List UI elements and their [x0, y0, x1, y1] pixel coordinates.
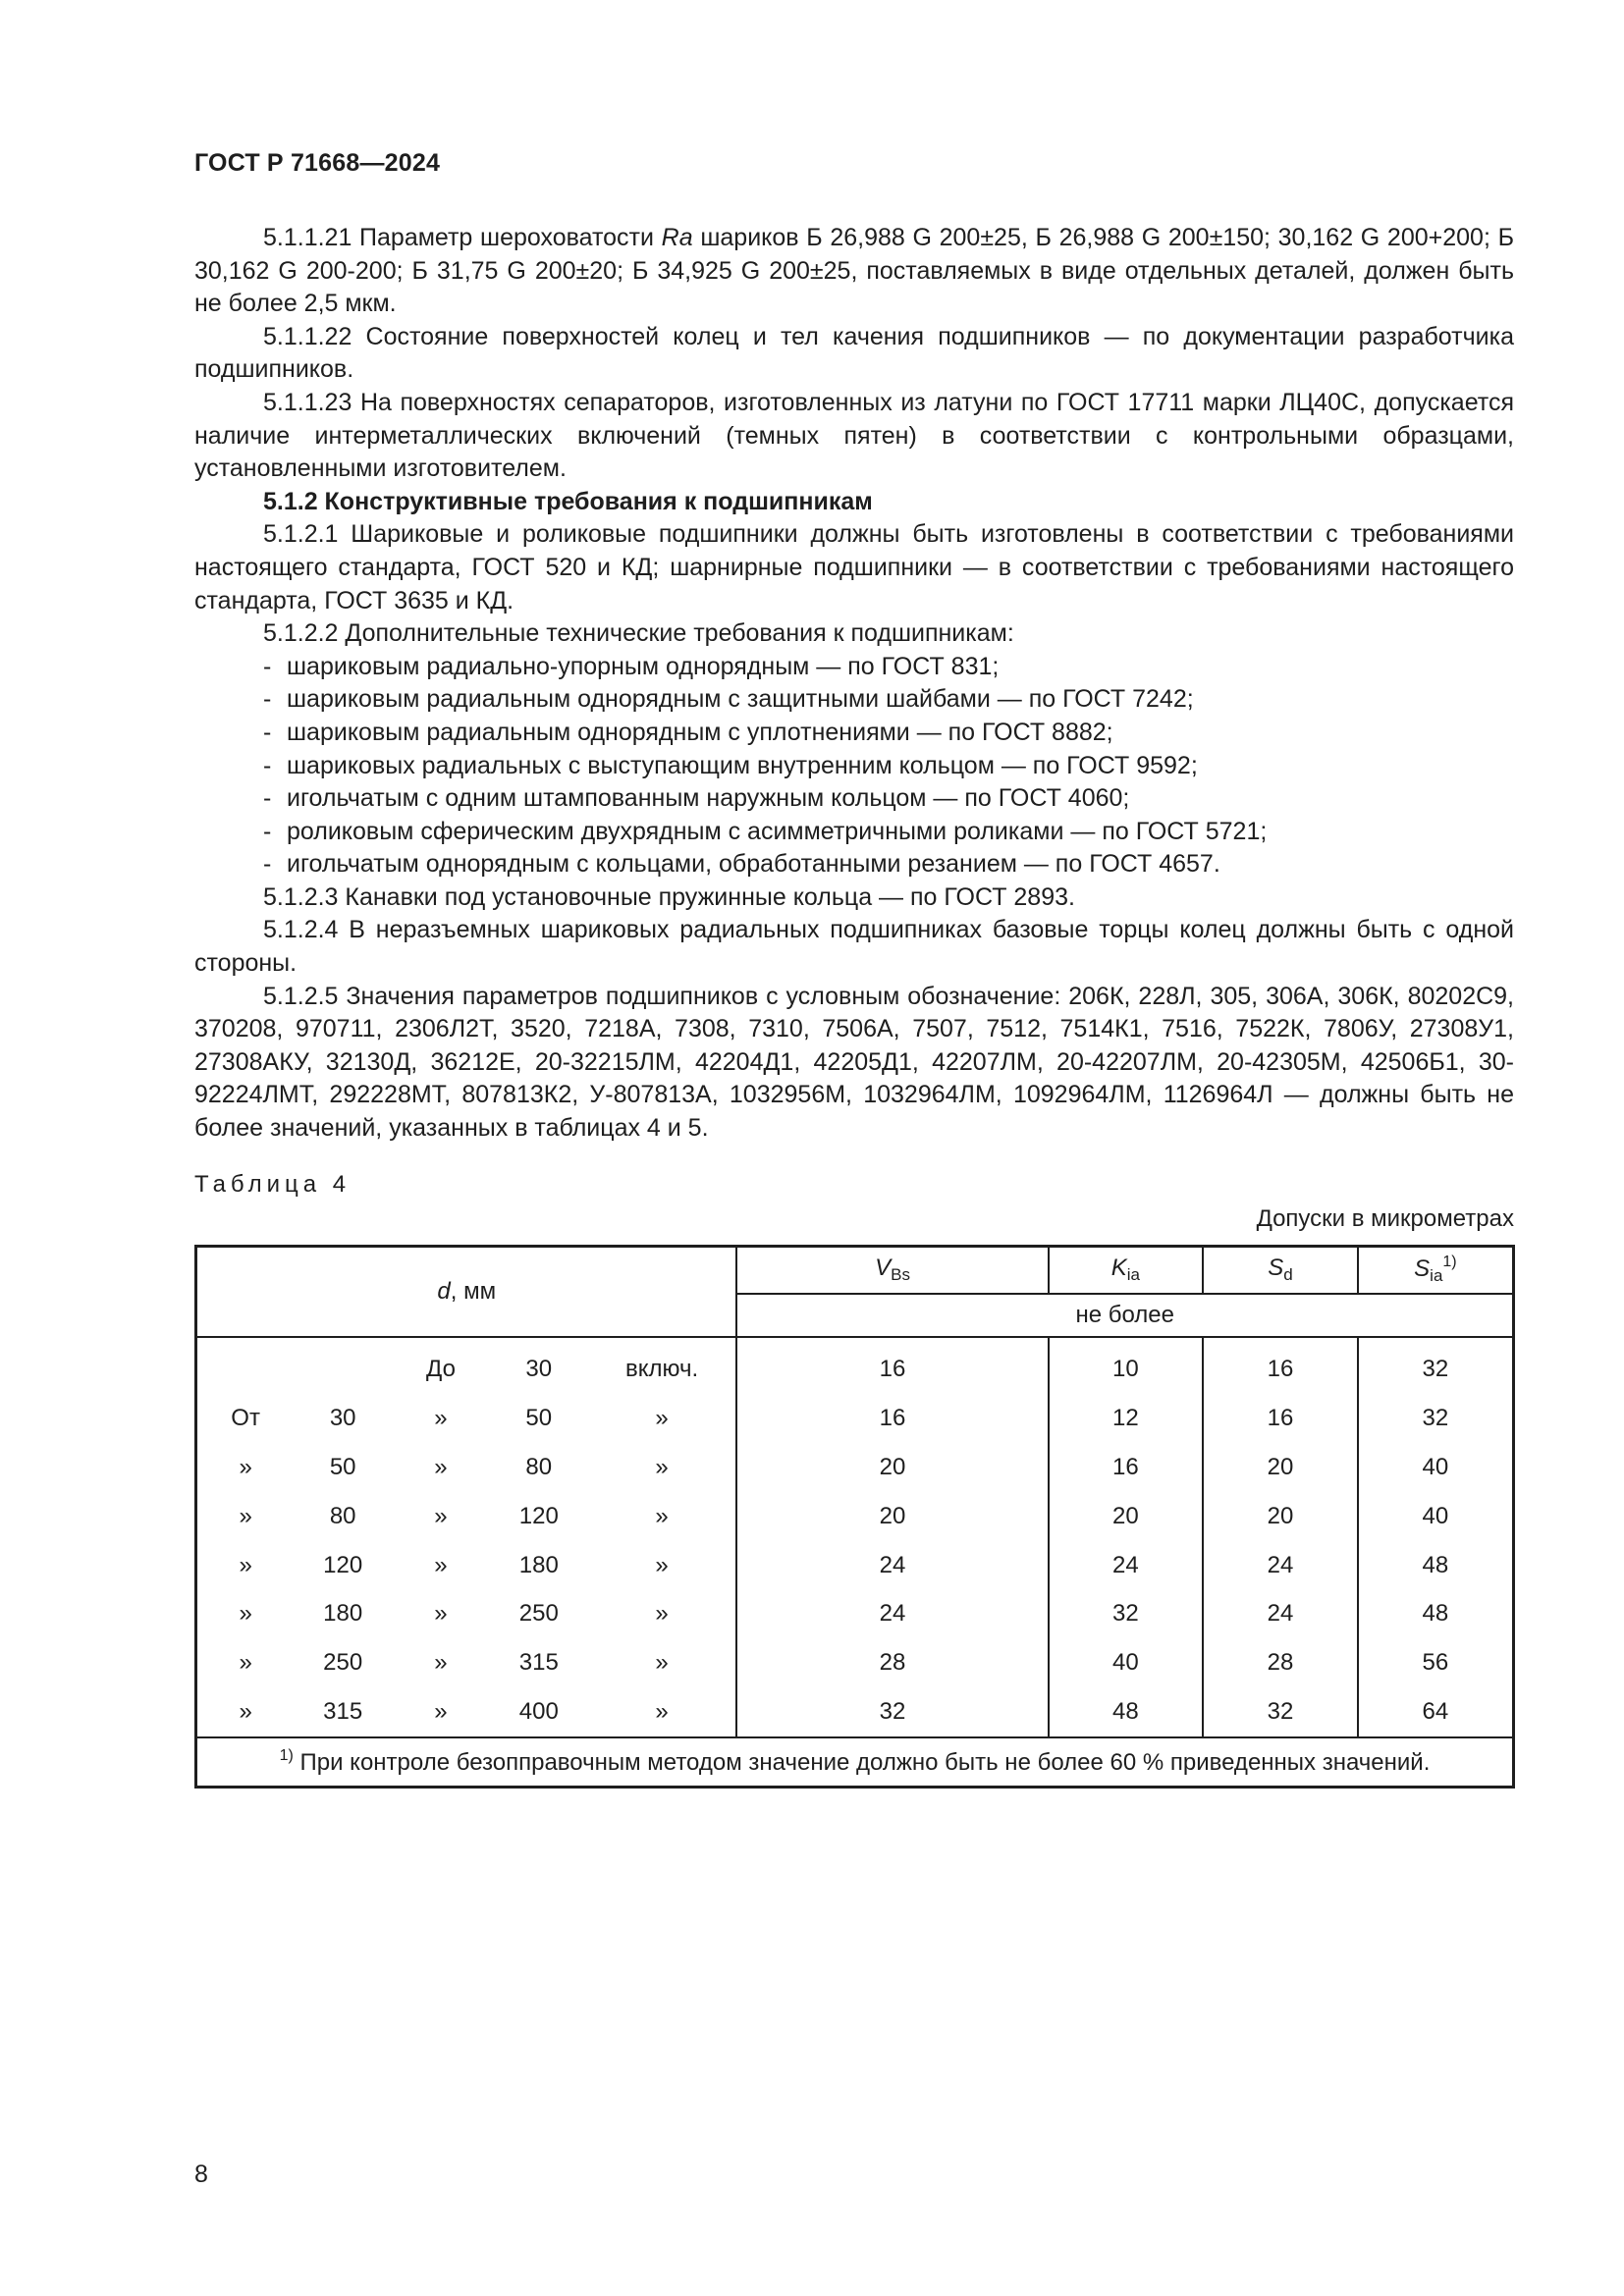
- col-header-sd: $S_d$: [1203, 1247, 1358, 1294]
- value-vbs: 28: [736, 1638, 1048, 1687]
- table-row: [196, 1337, 1514, 1395]
- range-incl-label: »: [655, 1551, 669, 1578]
- range-to-label: »: [434, 1405, 448, 1432]
- range-incl-label: »: [655, 1502, 669, 1529]
- list-item: - шариковым радиальным однорядным с защитными шайбами — по ГОСТ 7242;: [194, 683, 1514, 717]
- value-kia: 16: [1049, 1443, 1204, 1492]
- range-from-value: 50: [329, 1453, 356, 1480]
- col-header-kia: $K_{ia}$: [1049, 1247, 1204, 1294]
- value-vbs: 32: [736, 1687, 1048, 1737]
- range-from-value: 120: [323, 1551, 363, 1578]
- table-row: [196, 1638, 1514, 1687]
- subheader-max: не более: [736, 1294, 1513, 1337]
- range-from-value: 80: [329, 1502, 356, 1529]
- value-sd: 16: [1203, 1394, 1358, 1443]
- paragraph-5-1-2-1: 5.1.2.1 Шариковые и роликовые подшипники должны быть изготовлены в соответствии с требованиями настоящего стандарта, ГОСТ 520 и КД; шарнирные подшипники — в соответствии с требованиями настоящего стандарта, ГОСТ 3635 и КД.: [194, 520, 1514, 614]
- page-number: 8: [194, 2161, 208, 2188]
- ra-symbol: Ra: [661, 224, 693, 251]
- list-item: - роликовым сферическим двухрядным с асимметричными роликами — по ГОСТ 5721;: [194, 816, 1514, 849]
- table-row: [196, 1589, 1514, 1638]
- list-item: - игольчатым однорядным с кольцами, обработанными резанием — по ГОСТ 4657.: [194, 848, 1514, 881]
- range-from-label: »: [239, 1600, 252, 1628]
- d-header: d, мм: [196, 1247, 737, 1337]
- table-row: [196, 1492, 1514, 1541]
- requirements-list: [194, 651, 1514, 881]
- value-sd: 24: [1203, 1541, 1358, 1590]
- table-body: [196, 1337, 1514, 1737]
- value-vbs: 16: [736, 1394, 1048, 1443]
- list-item: - шариковым радиальным однорядным с уплотнениями — по ГОСТ 8882;: [194, 717, 1514, 750]
- paragraph-5-1-1-22: 5.1.1.22 Состояние поверхностей колец и тел качения подшипников — по документации разработчика подшипников.: [194, 322, 1514, 384]
- range-to-label: »: [434, 1600, 448, 1628]
- value-kia: 48: [1049, 1687, 1204, 1737]
- range-to-label: »: [434, 1649, 448, 1677]
- range-to-label: »: [434, 1551, 448, 1578]
- table-row: [196, 1443, 1514, 1492]
- range-to-value: 250: [518, 1600, 559, 1628]
- section-heading-5-1-2: 5.1.2 Конструктивные требования к подшипникам: [263, 487, 873, 515]
- value-sia: 32: [1358, 1394, 1514, 1443]
- range-to-value: 30: [525, 1356, 553, 1383]
- range-from-label: От: [231, 1405, 260, 1432]
- value-kia: 12: [1049, 1394, 1204, 1443]
- range-incl-label: »: [655, 1453, 669, 1480]
- table-footnote: $^{1)}$ При контроле безопправочным методом значение должно быть не более 60 % приведенных значений.: [196, 1737, 1514, 1788]
- paragraph-5-1-1-23: 5.1.1.23 На поверхностях сепараторов, изготовленных из латуни по ГОСТ 17711 марки ЛЦ40С, допускается наличие интерметаллических включений (темных пятен) в соответствии с контрольными образцами, установленными изготовителем.: [194, 388, 1514, 483]
- paragraph-5-1-2-2: 5.1.2.2 Дополнительные технические требования к подшипникам:: [263, 619, 1014, 648]
- range-incl-label: »: [655, 1405, 669, 1432]
- range-from-value: [294, 1337, 392, 1395]
- range-from-label: »: [239, 1697, 252, 1725]
- col-header-sia: $S_{ia}^{1)}$: [1358, 1247, 1514, 1294]
- range-to-label: »: [434, 1453, 448, 1480]
- tolerance-table: [194, 1245, 1515, 1789]
- value-sia: 32: [1358, 1337, 1514, 1395]
- table-row: [196, 1541, 1514, 1590]
- value-sia: 40: [1358, 1443, 1514, 1492]
- range-incl-label: »: [655, 1649, 669, 1677]
- value-kia: 40: [1049, 1638, 1204, 1687]
- range-incl-label: включ.: [624, 1356, 699, 1383]
- range-to-label: »: [434, 1502, 448, 1529]
- range-from-value: 180: [323, 1600, 363, 1628]
- range-from-value: 30: [329, 1405, 356, 1432]
- col-header-vbs: $V_{Bs}$: [736, 1247, 1048, 1294]
- value-kia: 20: [1049, 1492, 1204, 1541]
- value-sd: 24: [1203, 1589, 1358, 1638]
- value-sd: 20: [1203, 1443, 1358, 1492]
- value-vbs: 20: [736, 1492, 1048, 1541]
- range-from-value: 315: [323, 1697, 363, 1725]
- value-sia: 48: [1358, 1541, 1514, 1590]
- table-row: [196, 1394, 1514, 1443]
- list-item: - шариковых радиальных с выступающим внутренним кольцом — по ГОСТ 9592;: [194, 750, 1514, 783]
- value-sd: 32: [1203, 1687, 1358, 1737]
- value-sd: 28: [1203, 1638, 1358, 1687]
- document-header: ГОСТ Р 71668—2024: [194, 149, 441, 177]
- paragraph-5-1-2-4: 5.1.2.4 В неразъемных шариковых радиальных подшипниках базовые торцы колец должны быть с одной стороны.: [194, 916, 1514, 978]
- table-units: Допуски в микрометрах: [1256, 1205, 1514, 1232]
- value-vbs: 24: [736, 1541, 1048, 1590]
- table-caption: Таблица 4: [194, 1171, 352, 1198]
- range-from-label: »: [239, 1551, 252, 1578]
- value-sd: 16: [1203, 1337, 1358, 1395]
- range-from-value: 250: [323, 1649, 363, 1677]
- value-kia: 24: [1049, 1541, 1204, 1590]
- value-vbs: 16: [736, 1337, 1048, 1395]
- value-sd: 20: [1203, 1492, 1358, 1541]
- paragraph-5-1-2-5: 5.1.2.5 Значения параметров подшипников с условным обозначение: 206К, 228Л, 305, 306А, 306К, 80202С9, 370208, 970711, 2306Л2Т, 3520, 7218А, 7308, 7310, 7506А, 7507, 7512, 7514К1, 7516, 7522К, 7806У, 27308У1, 27308АКУ, 32130Д, 36212Е, 20-32215ЛМ, 42204Д1, 42205Д1, 42207ЛМ, 20-42207ЛМ, 20-42305М, 42506Б1, 30-92224ЛМТ, 292228МТ, 807813К2, У-807813А, 1032956М, 1032964ЛМ, 1092964ЛМ, 1126964Л — должны быть не более значений, указанных в таблицах 4 и 5.: [194, 982, 1514, 1143]
- range-incl-label: »: [655, 1600, 669, 1628]
- paragraph-5-1-2-3: 5.1.2.3 Канавки под установочные пружинные кольца — по ГОСТ 2893.: [263, 882, 1075, 911]
- range-to-label: »: [434, 1697, 448, 1725]
- range-to-value: 80: [525, 1453, 553, 1480]
- range-from-label: »: [239, 1649, 252, 1677]
- list-item: - игольчатым с одним штампованным наружным кольцом — по ГОСТ 4060;: [194, 782, 1514, 816]
- paragraph-5-1-1-21: 5.1.1.21 Параметр шероховатости Ra шариков Б 26,988 G 200±25, Б 26,988 G 200±150; 30,162 G 200+200; Б 30,162 G 200-200; Б 31,75 G 200±20; Б 34,925 G 200±25, поставляемых в виде отдельных деталей, должен быть не более 2,5 мкм.: [194, 224, 1514, 318]
- range-to-value: 315: [518, 1649, 559, 1677]
- body-text: [194, 222, 1514, 1146]
- range-from-label: [196, 1337, 295, 1395]
- value-vbs: 24: [736, 1589, 1048, 1638]
- value-sia: 56: [1358, 1638, 1514, 1687]
- range-to-value: 120: [518, 1502, 559, 1529]
- value-sia: 48: [1358, 1589, 1514, 1638]
- value-vbs: 20: [736, 1443, 1048, 1492]
- value-kia: 10: [1049, 1337, 1204, 1395]
- range-to-value: 180: [518, 1551, 559, 1578]
- range-incl-label: »: [655, 1697, 669, 1725]
- range-to-label: До: [426, 1356, 456, 1383]
- value-sia: 40: [1358, 1492, 1514, 1541]
- range-to-value: 50: [525, 1405, 553, 1432]
- value-sia: 64: [1358, 1687, 1514, 1737]
- range-from-label: »: [239, 1502, 252, 1529]
- table-row: [196, 1687, 1514, 1737]
- range-from-label: »: [239, 1453, 252, 1480]
- range-to-value: 400: [518, 1697, 559, 1725]
- value-kia: 32: [1049, 1589, 1204, 1638]
- list-item: - шариковым радиально-упорным однорядным — по ГОСТ 831;: [194, 651, 1514, 684]
